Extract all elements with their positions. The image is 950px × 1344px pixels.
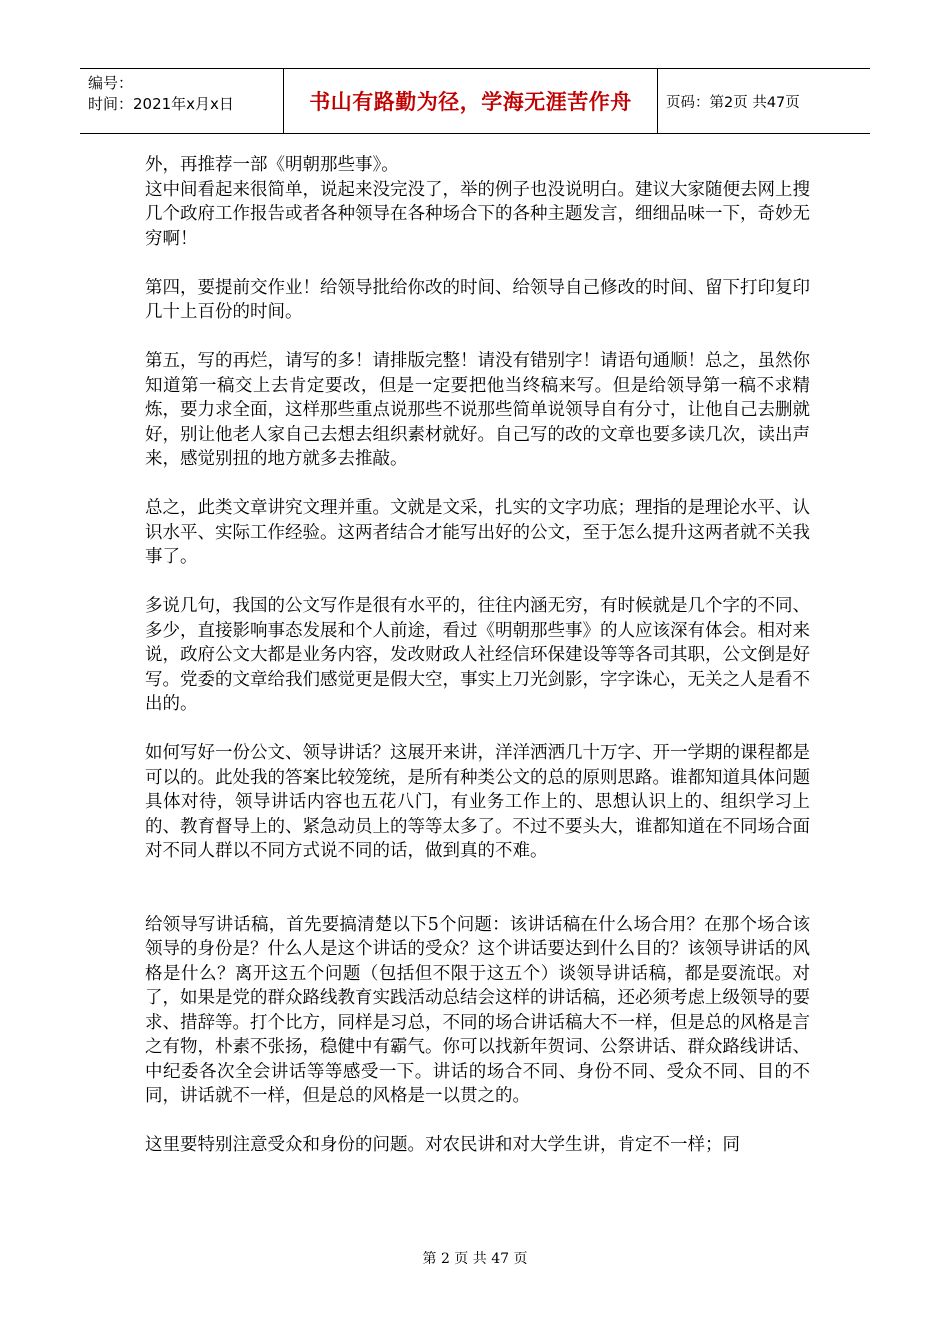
footer-page-number: 第 2 页 共 47 页 — [422, 1251, 528, 1267]
paragraph: 这中间看起来很简单，说起来没完没了，举的例子也没说明白。建议大家随便去网上搜几个政府工作报告或者各种领导在各种场合下的各种主题发言，细细品味一下，奇妙无穷啊！ — [145, 179, 810, 249]
page-footer — [0, 1248, 950, 1268]
header-page-cell — [658, 69, 870, 133]
paragraph: 这里要特别注意受众和身份的问题。对农民讲和对大学生讲，肯定不一样；同 — [145, 1135, 740, 1155]
page-header — [80, 68, 870, 134]
paragraph: 给领导写讲话稿，首先要搞清楚以下5个问题：该讲话稿在什么场合用？在那个场合该领导的身份是？什么人是这个讲话的受众？这个讲话要达到什么目的？该领导讲话的风格是什么？离开这五个问题（包括但不限于这五个）谈领导讲话稿，都是耍流氓。对了，如果是党的群众路线教育实践活动总结会这样的讲话稿，还必须考虑上级领导的要求、措辞等。打个比方，同样是习总，不同的场合讲话稿大不一样，但是总的风格是言之有物，朴素不张扬，稳健中有霸气。你可以找新年贺词、公祭讲话、群众路线讲话、中纪委各次全会讲话等等感受一下。讲话的场合不同、身份不同、受众不同、目的不同，讲话就不一样，但是总的风格是一以贯之的。 — [145, 914, 810, 1106]
document-number-label: 编号： — [88, 74, 134, 92]
document-date: 时间：2021年x月x日 — [88, 95, 234, 113]
header-motto: 书山有路勤为径，学海无涯苦作舟 — [309, 90, 632, 114]
document-body — [145, 153, 810, 1158]
header-motto-cell — [284, 69, 658, 133]
paragraph: 多说几句，我国的公文写作是很有水平的，往往内涵无穷，有时候就是几个字的不同、多少，直接影响事态发展和个人前途，看过《明朝那些事》的人应该深有体会。相对来说，政府公文大都是业务内容，发改财政人社经信环保建设等等各司其职，公文倒是好写。党委的文章给我们感觉更是假大空，事实上刀光剑影，字字诛心，无关之人是看不出的。 — [145, 596, 810, 714]
paragraph: 如何写好一份公文、领导讲话？这展开来讲，洋洋洒洒几十万字、开一学期的课程都是可以的。此处我的答案比较笼统，是所有种类公文的总的原则思路。谁都知道具体问题具体对待，领导讲话内容也五花八门，有业务工作上的、思想认识上的、组织学习上的、教育督导上的、紧急动员上的等等太多了。不过不要头大，谁都知道在不同场合面对不同人群以不同方式说不同的话，做到真的不难。 — [145, 743, 810, 861]
paragraph: 第五，写的再烂，请写的多！请排版完整！请没有错别字！请语句通顺！总之，虽然你知道第一稿交上去肯定要改，但是一定要把他当终稿来写。但是给领导第一稿不求精炼，要力求全面，这样那些重点说那些不说那些简单说领导自有分寸，让他自己去删就好，别让他老人家自己去想去组织素材就好。自己写的改的文章也要多读几次，读出声来，感觉别扭的地方就多去推敲。 — [145, 351, 810, 469]
paragraph: 外，再推荐一部《明朝那些事》。 — [145, 155, 399, 175]
header-meta — [80, 69, 284, 133]
header-page-info: 页码：第2页 共47页 — [666, 94, 800, 111]
paragraph: 总之，此类文章讲究文理并重。文就是文采，扎实的文字功底；理指的是理论水平、认识水平、实际工作经验。这两者结合才能写出好的公文，至于怎么提升这两者就不关我事了。 — [145, 498, 810, 567]
paragraph: 第四，要提前交作业！给领导批给你改的时间、给领导自己修改的时间、留下打印复印几十上百份的时间。 — [145, 277, 810, 322]
